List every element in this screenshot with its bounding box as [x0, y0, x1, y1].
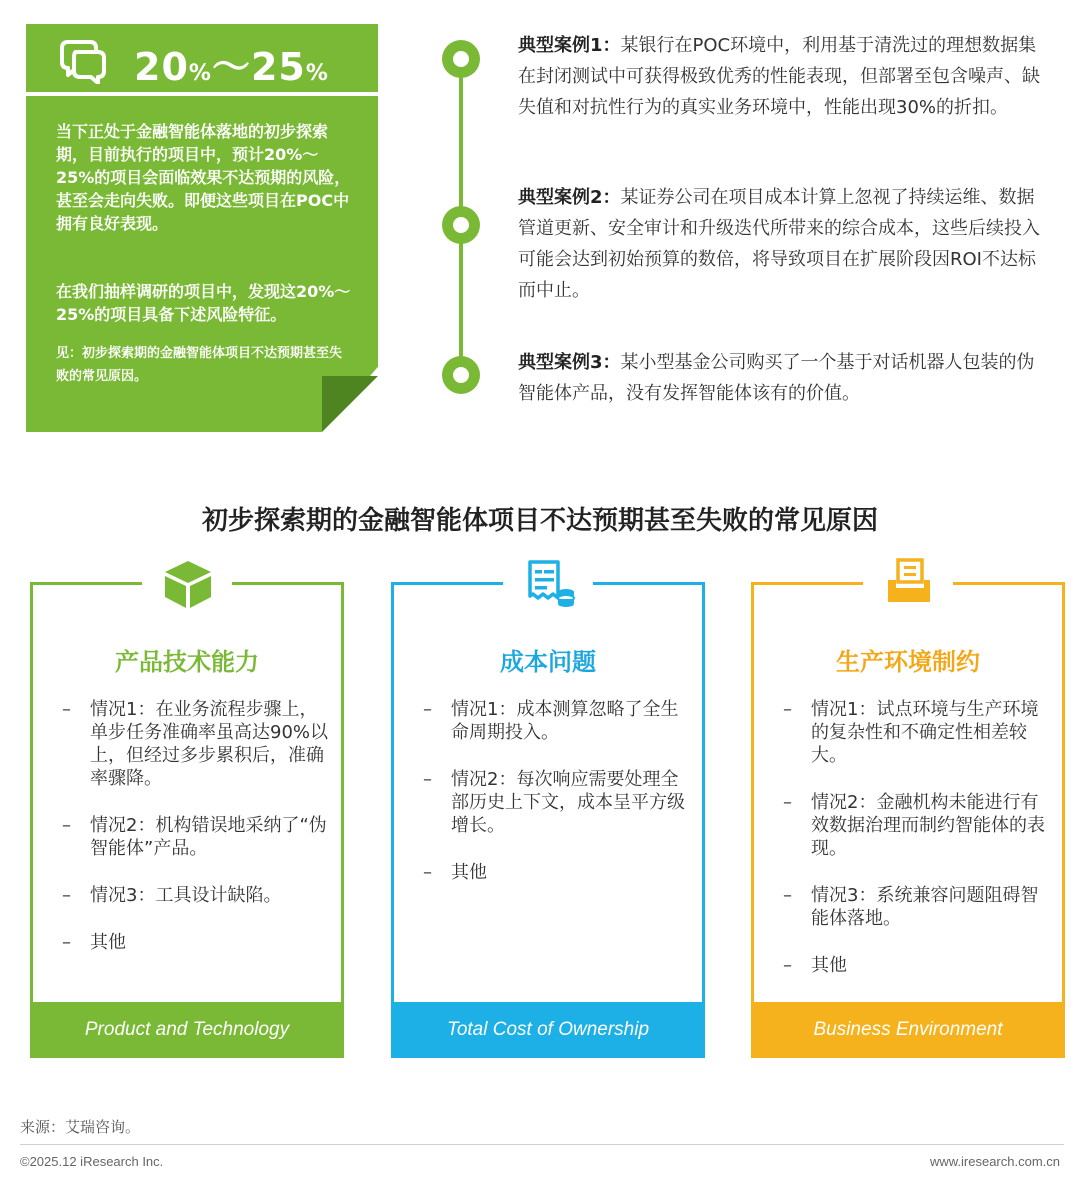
highlight-divider: [26, 92, 378, 96]
percentage-low-unit: %: [188, 61, 212, 86]
card-footer: Business Environment: [751, 1002, 1065, 1058]
invoice-coins-icon: [522, 558, 576, 610]
card-footer: Product and Technology: [30, 1002, 344, 1058]
list-item: – 情况2：每次响应需要处理全部历史上下文，成本呈平方级增长。: [415, 768, 691, 837]
case-3: [518, 347, 1048, 409]
section-title: 初步探索期的金融智能体项目不达预期甚至失败的常见原因: [201, 506, 878, 536]
source-note: 来源：艾瑞咨询。: [20, 1118, 141, 1136]
card-title: 产品技术能力: [115, 648, 259, 676]
chat-bubbles-icon: [60, 38, 106, 84]
case-1-text: 某银行在POC环境中，利用基于清洗过的理想数据集在封闭测试中可获得极致优秀的性能表现，但部署至包含噪声、缺失值和对抗性行为的真实业务环境中，性能出现30%的折扣。: [518, 35, 1040, 118]
card-list: [775, 698, 1051, 1001]
percentage-low: 20: [134, 45, 189, 89]
timeline-dot-1: [442, 40, 480, 78]
case-1: [518, 30, 1048, 123]
card-product-technology: [30, 582, 344, 1058]
list-item: – 情况1：在业务流程步骤上，单步任务准确率虽高达90%以上，但经过多步累积后，准确率骤降。: [54, 698, 330, 790]
case-2-text: 某证券公司在项目成本计算上忽视了持续运维、数据管道更新、安全审计和升级迭代所带来的综合成本，这些后续投入可能会达到初始预算的数倍，将导致项目在扩展阶段因ROI不达标而中止。: [518, 187, 1040, 301]
case-2-label: 典型案例2：: [518, 187, 621, 208]
card-list: [54, 698, 330, 978]
list-item: – 情况3：系统兼容问题阻碍智能体落地。: [775, 884, 1051, 930]
card-business-environment: [751, 582, 1065, 1058]
percentage-high-unit: %: [305, 61, 329, 86]
copyright: ©2025.12 iResearch Inc.: [20, 1154, 164, 1169]
highlight-percentage: [134, 36, 329, 91]
list-item: – 情况2：金融机构未能进行有效数据治理而制约智能体的表现。: [775, 791, 1051, 860]
highlight-paragraph-3: 见：初步探索期的金融智能体项目不达预期甚至失败的常见原因。: [56, 346, 343, 384]
case-2: [518, 182, 1048, 306]
list-item: – 情况3：工具设计缺陷。: [54, 884, 330, 907]
card-list: [415, 698, 691, 908]
list-item: – 情况1：试点环境与生产环境的复杂性和不确定性相差较大。: [775, 698, 1051, 767]
timeline-dot-2: [442, 206, 480, 244]
case-3-label: 典型案例3：: [518, 352, 621, 373]
highlight-paragraph-2: 在我们抽样调研的项目中，发现这20%～25%的项目具备下述风险特征。: [56, 282, 351, 324]
list-item: – 情况2：机构错误地采纳了“伪智能体”产品。: [54, 814, 330, 860]
case-3-text: 某小型基金公司购买了一个基于对话机器人包装的伪智能体产品，没有发挥智能体该有的价值。: [518, 352, 1035, 404]
footer-divider: [20, 1144, 1064, 1145]
website-url: www.iresearch.com.cn: [929, 1154, 1060, 1169]
card-title: 生产环境制约: [836, 648, 980, 676]
list-item: – 其他: [415, 861, 691, 884]
card-total-cost: [391, 582, 705, 1058]
list-item: – 其他: [54, 931, 330, 954]
percentage-high: 25: [250, 45, 306, 89]
timeline-dot-3: [442, 356, 480, 394]
highlight-paragraph-1: 当下正处于金融智能体落地的初步探索期，目前执行的项目中，预计20%～25%的项目会面临效果不达预期的风险，甚至会走向失败。即便这些项目在POC中拥有良好表现。: [56, 122, 351, 233]
case-1-label: 典型案例1：: [518, 35, 621, 56]
document-tray-icon: [882, 558, 936, 610]
list-item: – 情况1：成本测算忽略了全生命周期投入。: [415, 698, 691, 744]
highlight-box: [26, 24, 378, 432]
highlight-header: [26, 24, 378, 92]
list-item: – 其他: [775, 954, 1051, 977]
card-title: 成本问题: [500, 648, 596, 676]
cube-icon: [161, 558, 215, 610]
card-footer: Total Cost of Ownership: [391, 1002, 705, 1058]
percentage-tilde: ～: [211, 45, 251, 89]
